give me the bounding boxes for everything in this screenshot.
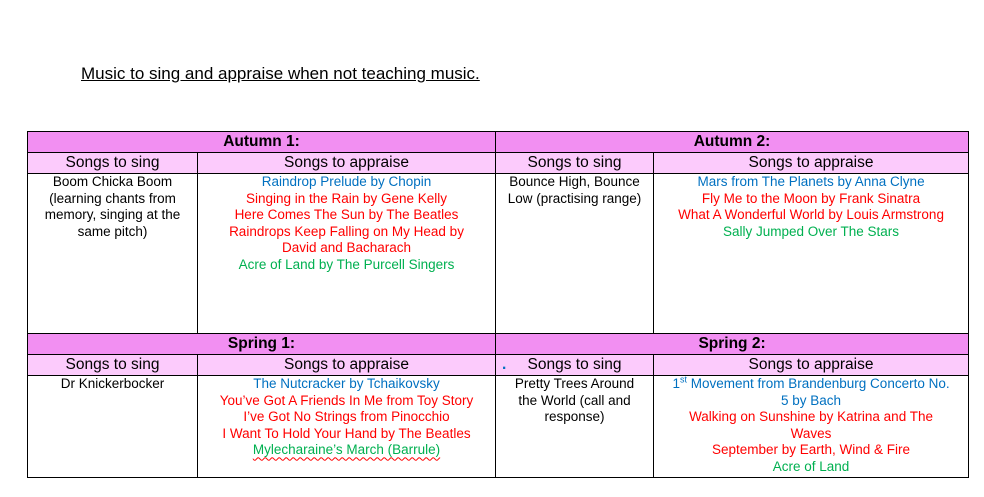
autumn-term-row [28,132,969,153]
spring1-sing-line: Dr Knickerbocker [60,376,165,391]
music-plan-table [27,131,969,478]
spring2-appraise-song: 5 by Bach [781,392,842,408]
autumn1-sing-line: same pitch) [77,223,148,239]
autumn1-appraise-song: Acre of Land by The Purcell Singers [238,256,455,272]
spring2-sing-header: Songs to sing [527,356,622,373]
autumn1-sing-header: Songs to sing [28,153,198,174]
autumn2-appraise-header: Songs to appraise [654,153,969,174]
autumn2-sing-cell [496,174,654,334]
spring2-sing-line: response) [544,409,605,425]
spring2-sing-line: Pretty Trees Around [514,376,635,391]
autumn1-sing-line: (learning chants from [49,190,176,206]
autumn1-appraise-song: Raindrops Keep Falling on My Head by [229,223,464,239]
autumn1-appraise-song: Raindrop Prelude by Chopin [261,174,432,189]
spring-content-row [28,376,969,478]
spring-term-row [28,334,969,355]
autumn1-sing-line: Boom Chicka Boom [52,174,173,189]
autumn2-appraise-song: What A Wonderful World by Louis Armstrong [678,207,944,223]
autumn1-sing-line: memory, singing at the [44,207,181,223]
spring1-term-header: Spring 1: [28,334,496,355]
spring2-sing-cell [496,376,654,478]
autumn1-appraise-song: Here Comes The Sun by The Beatles [234,207,459,223]
spring2-appraise-cell [654,376,969,478]
spring2-appraise-song: Waves [790,425,832,441]
autumn2-term-header: Autumn 2: [496,132,969,153]
autumn1-term-header: Autumn 1: [28,132,496,153]
spring2-appraise-song: Walking on Sunshine by Katrina and The [689,409,933,425]
autumn2-appraise-song: Mars from The Planets by Anna Clyne [697,174,925,189]
autumn2-sing-line: Low (practising range) [507,190,642,206]
autumn2-sing-line: Bounce High, Bounce [509,174,640,189]
autumn-content-row [28,174,969,334]
spring2-sing-header-cell [496,355,654,376]
autumn2-sing-header: Songs to sing [496,153,654,174]
autumn1-appraise-song: Singing in the Rain by Gene Kelly [245,190,448,206]
spring1-appraise-song: You’ve Got A Friends In Me from Toy Story [219,392,474,408]
spring2-appraise-song: Acre of Land [772,458,850,474]
autumn1-appraise-header: Songs to appraise [198,153,496,174]
spring2-appraise-header: Songs to appraise [654,355,969,376]
spring1-appraise-song: Mylecharaine’s March (Barrule) [252,442,441,458]
autumn1-appraise-song: David and Bacharach [281,240,412,256]
autumn-column-header-row [28,153,969,174]
spring2-term-header: Spring 2: [496,334,969,355]
spring1-appraise-song: I Want To Hold Your Hand by The Beatles [222,425,471,441]
spring1-sing-header: Songs to sing [28,355,198,376]
document-title: Music to sing and appraise when not teaching music. [81,64,480,83]
spring2-sing-marker: . [502,356,507,373]
autumn2-appraise-song: Sally Jumped Over The Stars [722,223,900,239]
spring2-appraise-song: September by Earth, Wind & Fire [711,442,911,458]
spring1-appraise-cell [198,376,496,478]
spring1-appraise-song: The Nutcracker by Tchaikovsky [253,376,440,391]
spring2-sing-line: the World (call and [518,392,631,408]
spring1-appraise-song: I’ve Got No Strings from Pinocchio [243,409,450,425]
autumn2-appraise-cell [654,174,969,334]
autumn2-appraise-song: Fly Me to the Moon by Frank Sinatra [701,190,921,206]
autumn1-appraise-cell [198,174,496,334]
autumn1-sing-cell [28,174,198,334]
spring1-appraise-header: Songs to appraise [198,355,496,376]
spring-column-header-row [28,355,969,376]
spring2-appraise-song: 1st Movement from Brandenburg Concerto No. [672,374,950,391]
spring1-sing-cell [28,376,198,478]
